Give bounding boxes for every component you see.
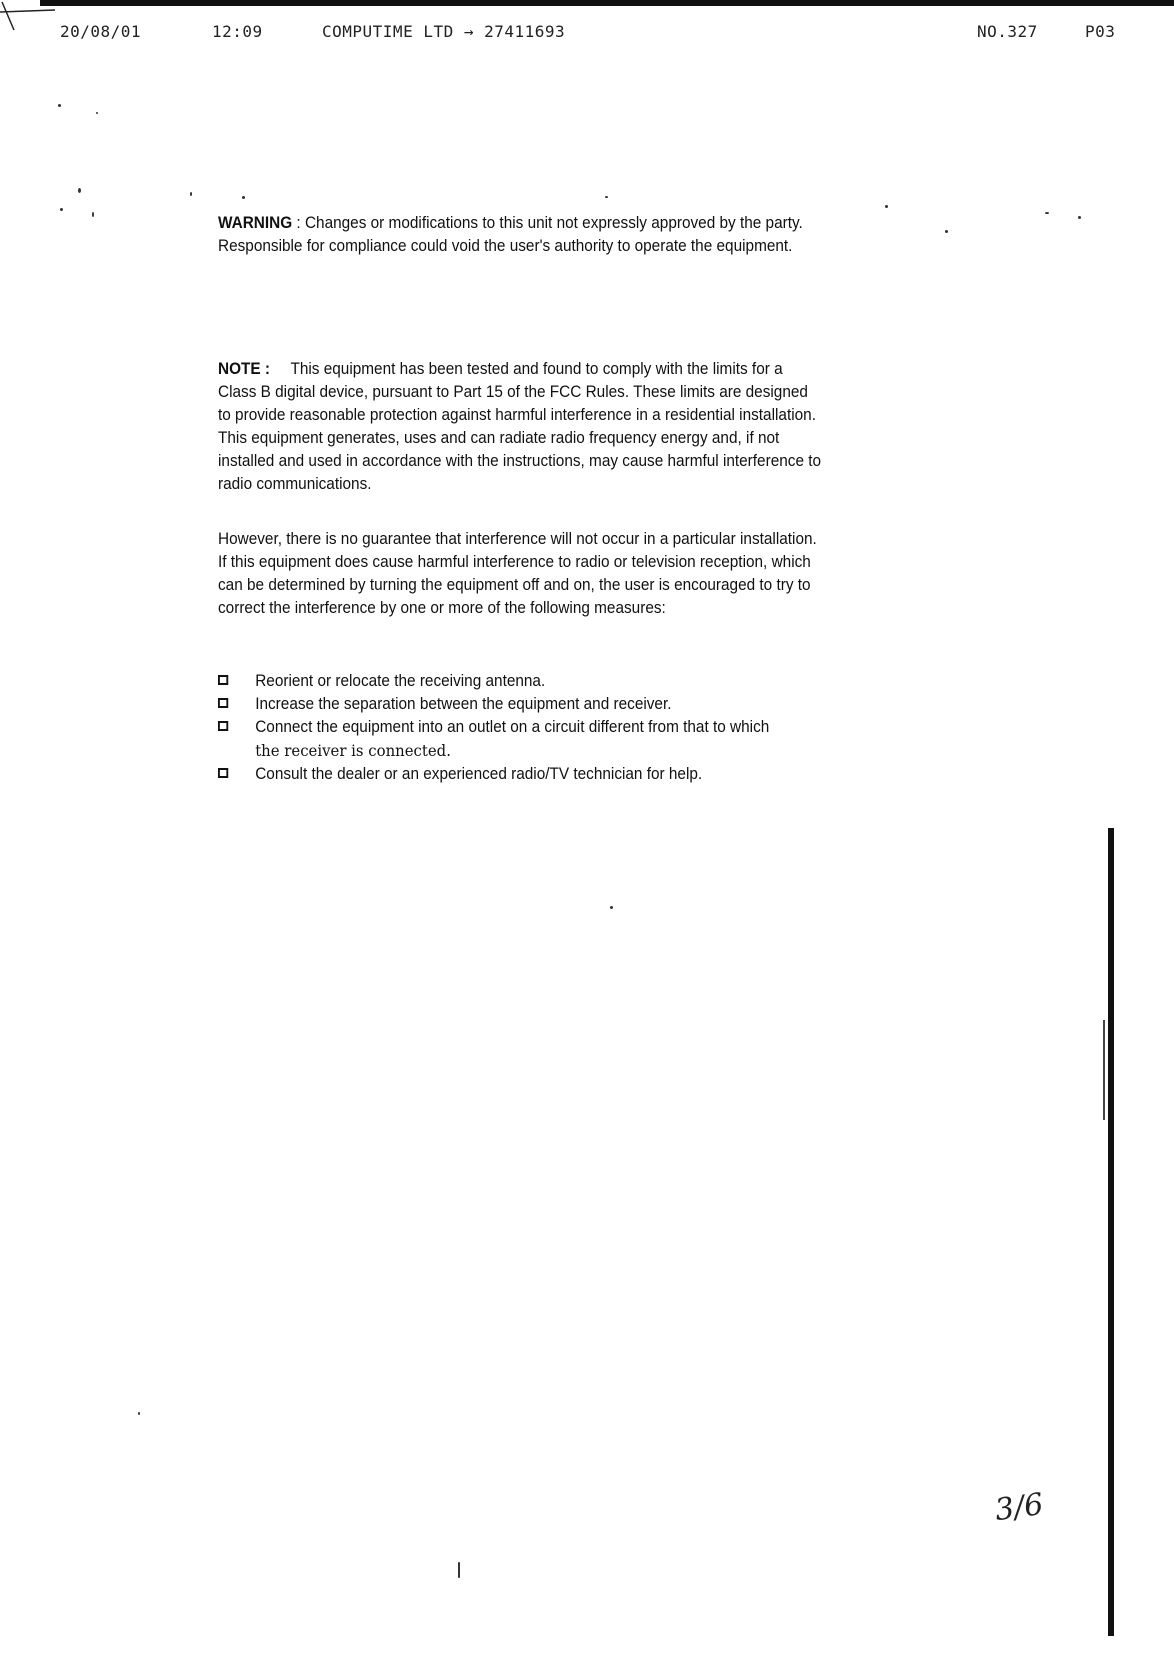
however-paragraph <box>218 528 823 620</box>
note-text: This equipment has been tested and found to comply with the limits for a Class B digital device, pursuant to Part 15 of the FCC Rules. These limits are designed to provide reasonable protection against harmful interference in a residential installation. This equipment generates, uses and can radiate radio frequency energy and, if not installed and used in accordance with the instructions, may cause harmful interference to radio communications. <box>218 360 822 493</box>
scan-speck <box>1045 212 1049 214</box>
scan-speck <box>190 192 192 196</box>
measure-text: Connect the equipment into an outlet on a circuit different from that to which <box>255 718 770 736</box>
checkbox-icon <box>218 768 228 778</box>
scan-edge-line <box>1103 1020 1105 1120</box>
measure-continuation: the receiver is connected. <box>255 741 451 760</box>
scan-speck <box>92 212 94 217</box>
fax-number: NO.327 <box>977 22 1038 41</box>
fax-header <box>60 22 1120 46</box>
scan-speck <box>242 196 245 199</box>
scan-corner-mark <box>0 0 60 40</box>
list-item <box>218 716 869 763</box>
scan-speck <box>1078 216 1081 219</box>
checkbox-icon <box>218 675 228 685</box>
scan-speck <box>458 1562 460 1578</box>
warning-paragraph <box>218 212 869 258</box>
note-paragraph <box>218 358 823 496</box>
fax-page: P03 <box>1085 22 1116 41</box>
scan-speck <box>885 205 888 208</box>
warning-label: WARNING <box>218 214 293 232</box>
list-item <box>218 693 869 716</box>
note-label: NOTE : <box>218 360 271 378</box>
scan-speck <box>138 1412 140 1415</box>
measure-text: Reorient or relocate the receiving antenna. <box>255 672 546 690</box>
measure-text: Consult the dealer or an experienced radio/TV technician for help. <box>255 765 703 783</box>
list-item <box>218 670 869 693</box>
measure-text: Increase the separation between the equipment and receiver. <box>255 695 672 713</box>
fax-top-edge <box>40 0 1174 6</box>
checkbox-icon <box>218 698 228 708</box>
however-text: However, there is no guarantee that interference will not occur in a particular installation. If this equipment does cause harmful interference to radio or television reception, which can be determined by turning the equipment off and on, the user is encouraged to try to correct the interference by one or more of the following measures: <box>218 530 817 617</box>
warning-text: : Changes or modifications to this unit not expressly approved by the party. Responsible for compliance could void the user's authority to operate the equipment. <box>218 214 803 255</box>
scan-edge-bar <box>1108 828 1114 1636</box>
scan-speck <box>58 104 61 107</box>
list-item <box>218 763 869 786</box>
scan-speck <box>60 208 63 211</box>
scan-speck <box>605 196 608 198</box>
scan-speck <box>610 906 613 909</box>
scan-speck <box>945 230 948 233</box>
measures-list <box>218 670 869 786</box>
scan-speck <box>78 188 81 193</box>
fax-time: 12:09 <box>212 22 263 41</box>
scan-speck <box>96 112 98 114</box>
handwritten-page-count: 3/6 <box>992 1486 1046 1529</box>
fax-sender: COMPUTIME LTD → 27411693 <box>322 22 566 41</box>
checkbox-icon <box>218 721 228 731</box>
fax-date: 20/08/01 <box>60 22 142 41</box>
